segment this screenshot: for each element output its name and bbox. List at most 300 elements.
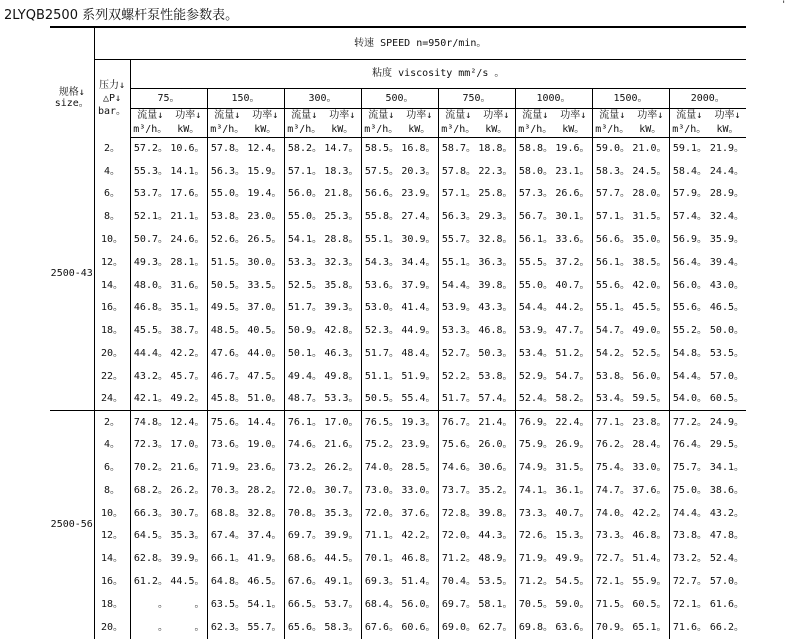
flow-value: 53.8。	[207, 205, 247, 228]
flow-value: 71.2。	[438, 547, 478, 570]
pressure-label: 压力↓	[98, 79, 126, 91]
flow-value: 72.6。	[515, 525, 555, 548]
power-value: 43.3。	[478, 302, 513, 314]
flow-value: 76.5。	[361, 411, 401, 434]
flow-value: 74.4。	[669, 502, 709, 525]
flow-value: 55.1。	[592, 297, 632, 320]
flow-value: 52.6。	[207, 228, 247, 251]
power-value: 51.4。	[632, 553, 667, 565]
flow-value: 53.9。	[438, 297, 478, 320]
flow-value: 72.0。	[361, 502, 401, 525]
flow-value: 57.7。	[592, 183, 632, 206]
pressure-cell: 14。	[94, 274, 130, 297]
power-value: 38.5。	[632, 256, 667, 268]
power-value: 39.9。	[324, 530, 359, 542]
power-value: 24.4。	[709, 165, 744, 177]
viscosity-value: 1000。	[515, 88, 592, 108]
power-value: 38.6。	[709, 484, 744, 496]
table-row	[50, 274, 746, 297]
power-value: 39.8。	[478, 507, 513, 519]
flow-unit: m³/h。	[592, 122, 632, 137]
flow-value: 58.7。	[438, 137, 478, 160]
power-value: 29.5。	[709, 439, 744, 451]
power-value: 53.8。	[478, 370, 513, 382]
flow-value: 54.2。	[592, 342, 632, 365]
flow-value: 51.5。	[207, 251, 247, 274]
power-unit: kW。	[247, 122, 284, 137]
power-value: 31.6。	[170, 279, 205, 291]
flow-value: 53.0。	[361, 297, 401, 320]
viscosity-value: 750。	[438, 88, 515, 108]
pressure-cell: 18。	[94, 319, 130, 342]
flow-value: 52.5。	[284, 274, 324, 297]
flow-value: 74.8。	[130, 411, 170, 434]
power-value: 43.0。	[709, 279, 744, 291]
power-value: 49.2。	[170, 393, 205, 405]
power-unit: kW。	[632, 122, 669, 137]
flow-value: 64.8。	[207, 570, 247, 593]
power-value: 56.0。	[632, 370, 667, 382]
flow-value: 76.2。	[592, 433, 632, 456]
pressure-header	[94, 59, 130, 137]
power-value: 。	[194, 621, 205, 633]
power-value: 30.7。	[324, 484, 359, 496]
power-unit: kW。	[324, 122, 361, 137]
flow-value: 58.5。	[361, 137, 401, 160]
pressure-cell: 2。	[94, 411, 130, 434]
flow-value: 43.2。	[133, 370, 168, 382]
flow-unit: m³/h。	[669, 122, 709, 137]
size-cell: 2500-56	[50, 411, 94, 639]
pressure-cell: 20。	[94, 616, 130, 639]
power-value: 21.6。	[170, 462, 205, 474]
power-value: 17.0。	[324, 411, 361, 434]
flow-value: 。	[158, 621, 168, 633]
flow-value: 68.8。	[207, 502, 247, 525]
table-row	[50, 525, 746, 548]
flow-value: 55.1。	[438, 251, 478, 274]
flow-value: 72.0。	[438, 525, 478, 548]
flow-value: 75.6。	[207, 411, 247, 434]
viscosity-value: 1500。	[592, 88, 669, 108]
viscosity-value: 150。	[207, 88, 284, 108]
flow-value: 70.4。	[438, 570, 478, 593]
power-value: 44.9。	[401, 325, 436, 337]
flow-value: 55.6。	[669, 297, 709, 320]
flow-value: 59.0。	[592, 137, 632, 160]
power-value: 32.3。	[324, 256, 359, 268]
table-row	[50, 365, 746, 388]
power-value: 39.4。	[709, 256, 744, 268]
flow-value: 75.9。	[515, 433, 555, 456]
flow-value: 53.9。	[515, 319, 555, 342]
flow-value: 53.8。	[592, 365, 632, 388]
flow-value: 62.3。	[207, 616, 247, 639]
flow-value: 51.7。	[284, 297, 324, 320]
power-value: 60.5。	[632, 598, 667, 610]
power-value: 28.4。	[632, 439, 667, 451]
power-value: 35.8。	[324, 279, 359, 291]
power-value: 63.6。	[555, 621, 590, 633]
power-value: 41.9。	[247, 553, 282, 565]
flow-value: 45.8。	[207, 388, 247, 411]
flow-value: 57.8。	[438, 160, 478, 183]
pressure-cell: 8。	[94, 479, 130, 502]
table-row	[50, 502, 746, 525]
flow-value: 74.7。	[592, 479, 632, 502]
pressure-cell: 24。	[94, 388, 130, 411]
power-value: 34.4。	[401, 256, 436, 268]
flow-value: 75.0。	[669, 479, 709, 502]
power-value: 45.7。	[170, 370, 205, 382]
flow-unit: m³/h。	[207, 122, 247, 137]
power-value: 35.9。	[709, 234, 744, 246]
power-value: 35.1。	[170, 302, 205, 314]
power-value: 53.5。	[709, 348, 744, 360]
flow-value: 48.0。	[133, 279, 168, 291]
flow-value: 55.6。	[592, 274, 632, 297]
power-value: 49.8。	[324, 370, 359, 382]
power-value: 28.9。	[709, 188, 744, 200]
speed-header: 转速 SPEED n=950r/min。	[94, 27, 746, 59]
power-value: 37.2。	[555, 256, 590, 268]
flow-value: 52.3。	[361, 319, 401, 342]
table-row	[50, 183, 746, 206]
power-value: 48.9。	[478, 553, 513, 565]
power-value: 23.8。	[632, 411, 669, 434]
power-value: 58.1。	[478, 598, 513, 610]
power-value: 28.2。	[247, 484, 282, 496]
flow-value: 76.7。	[438, 411, 478, 434]
flow-value: 67.4。	[207, 525, 247, 548]
power-value: 26.0。	[478, 439, 513, 451]
power-value: 26.5。	[247, 234, 282, 246]
power-value: 57.0。	[709, 576, 744, 588]
flow-value: 71.2。	[515, 570, 555, 593]
power-value: 45.5。	[632, 302, 667, 314]
power-value: 46.8。	[478, 325, 513, 337]
flow-value: 53.6。	[361, 274, 401, 297]
power-value: 29.3。	[478, 211, 513, 223]
flow-value: 51.1。	[361, 365, 401, 388]
flow-label: 流量↓	[137, 109, 164, 121]
flow-value: 53.4。	[592, 388, 632, 411]
flow-value: 55.0。	[515, 274, 555, 297]
flow-value: 57.5。	[361, 160, 401, 183]
power-value: 30.7。	[170, 507, 205, 519]
flow-value: 73.3。	[592, 525, 632, 548]
power-value: 37.6。	[632, 484, 667, 496]
power-value: 42.2。	[401, 530, 436, 542]
flow-value: 76.4。	[669, 433, 709, 456]
flow-value: 46.8。	[133, 302, 168, 314]
flow-value: 70.2。	[133, 462, 168, 474]
power-unit: kW。	[170, 122, 207, 137]
flow-value: 50.5。	[361, 388, 401, 411]
power-value: 33.0。	[632, 462, 667, 474]
table-row	[50, 479, 746, 502]
flow-label: 流量↓	[515, 108, 555, 122]
power-value: 32.8。	[478, 234, 513, 246]
power-value: 47.5。	[247, 370, 282, 382]
power-value: 21.4。	[478, 411, 515, 434]
power-value: 53.3。	[324, 393, 359, 405]
flow-value: 51.7。	[438, 388, 478, 411]
power-value: 57.4。	[478, 393, 513, 405]
power-value: 39.3。	[324, 302, 359, 314]
flow-value: 74.6。	[438, 456, 478, 479]
flow-value: 76.1。	[284, 411, 324, 434]
power-value: 26.2。	[324, 462, 359, 474]
flow-value: 72.7。	[669, 570, 709, 593]
flow-value: 54.4。	[515, 297, 555, 320]
dp-label: △P↓	[102, 92, 122, 104]
power-value: 41.4。	[401, 302, 436, 314]
flow-value: 70.3。	[207, 479, 247, 502]
flow-value: 73.6。	[207, 433, 247, 456]
power-value: 35.0。	[632, 234, 667, 246]
power-value: 25.3。	[324, 211, 359, 223]
flow-value: 52.4。	[515, 388, 555, 411]
power-value: 24.9。	[709, 411, 746, 434]
power-value: 44.3。	[478, 530, 513, 542]
power-value: 21.0。	[632, 143, 667, 155]
corner-mark: '	[781, 0, 787, 10]
power-value: 33.0。	[401, 484, 436, 496]
flow-value: 71.5。	[592, 593, 632, 616]
power-value: 40.7。	[555, 507, 590, 519]
power-value: 51.4。	[401, 576, 436, 588]
flow-value: 52.1。	[133, 211, 168, 223]
flow-value: 49.5。	[207, 297, 247, 320]
power-value: 22.4。	[555, 411, 592, 434]
power-label: 功率↓	[175, 109, 202, 121]
flow-value: 57.3。	[515, 183, 555, 206]
flow-value: 71.9。	[515, 547, 555, 570]
power-value: 14.1。	[170, 165, 205, 177]
power-value: 51.2。	[555, 348, 590, 360]
table-row	[50, 456, 746, 479]
power-value: 16.8。	[401, 143, 436, 155]
power-label: 功率↓	[483, 109, 510, 121]
flow-value: 50.9。	[284, 319, 324, 342]
power-value: 19.4。	[247, 188, 282, 200]
power-value: 30.9。	[401, 234, 436, 246]
flow-value: 50.5。	[207, 274, 247, 297]
flow-value: 64.5。	[133, 530, 168, 542]
power-value: 42.2。	[632, 507, 667, 519]
power-value: 46.3。	[324, 348, 359, 360]
power-unit: kW。	[401, 122, 438, 137]
flow-value: 68.6。	[284, 547, 324, 570]
flow-value: 58.3。	[592, 160, 632, 183]
flow-value: 58.4。	[669, 160, 709, 183]
power-value: 38.7。	[170, 325, 205, 337]
flow-value: 68.2。	[133, 484, 168, 496]
flow-value: 53.3。	[438, 319, 478, 342]
power-value: 36.3。	[478, 256, 513, 268]
power-value: 14.4。	[247, 411, 284, 434]
power-value: 35.3。	[170, 530, 205, 542]
flow-value: 70.5。	[515, 593, 555, 616]
flow-value: 47.6。	[207, 342, 247, 365]
viscosity-value: 300。	[284, 88, 361, 108]
power-value: 30.0。	[247, 256, 282, 268]
power-value: 26.9。	[555, 439, 590, 451]
flow-value: 57.1。	[438, 183, 478, 206]
pressure-cell: 18。	[94, 593, 130, 616]
flow-value: 48.7。	[284, 388, 324, 411]
flow-value: 53.3。	[284, 251, 324, 274]
viscosity-value: 2000。	[669, 88, 746, 108]
flow-value: 76.9。	[515, 411, 555, 434]
flow-value: 55.0。	[207, 183, 247, 206]
flow-value: 74.0。	[361, 456, 401, 479]
flow-value: 75.6。	[438, 433, 478, 456]
power-value: 19.3。	[401, 411, 438, 434]
flow-value: 56.3。	[207, 160, 247, 183]
power-value: 50.0。	[709, 325, 744, 337]
pressure-cell: 6。	[94, 183, 130, 206]
flow-value: 73.7。	[438, 479, 478, 502]
flow-value: 57.1。	[592, 205, 632, 228]
flow-value: 73.8。	[669, 525, 709, 548]
flow-value: 67.6。	[361, 616, 401, 639]
flow-value: 71.9。	[207, 456, 247, 479]
table-row	[50, 342, 746, 365]
flow-value: 66.5。	[284, 593, 324, 616]
power-label: 功率↓	[637, 109, 664, 121]
table-row	[50, 570, 746, 593]
flow-value: 66.1。	[207, 547, 247, 570]
flow-value: 56.0。	[669, 274, 709, 297]
pressure-cell: 4。	[94, 160, 130, 183]
power-value: 。	[194, 598, 205, 610]
flow-value: 56.4。	[669, 251, 709, 274]
flow-value: 69.7。	[284, 525, 324, 548]
power-value: 57.0。	[709, 370, 744, 382]
table-row	[50, 228, 746, 251]
power-value: 28.1。	[170, 256, 205, 268]
document-title: 2LYQB2500 系列双螺杆泵性能参数表。	[4, 8, 239, 23]
pressure-cell: 10。	[94, 228, 130, 251]
power-value: 42.2。	[170, 348, 205, 360]
power-value: 21.9。	[709, 143, 744, 155]
power-value: 33.5。	[247, 279, 282, 291]
flow-value: 70.8。	[284, 502, 324, 525]
flow-label: 流量↓	[284, 108, 324, 122]
table-row	[50, 388, 746, 411]
flow-value: 55.2。	[669, 319, 709, 342]
viscosity-value: 75。	[130, 88, 207, 108]
power-value: 55.7。	[247, 621, 282, 633]
power-value: 28.5。	[401, 462, 436, 474]
power-value: 18.3。	[324, 165, 359, 177]
pressure-cell: 4。	[94, 433, 130, 456]
viscosity-value: 500。	[361, 88, 438, 108]
power-value: 59.0。	[555, 598, 590, 610]
flow-value: 49.3。	[133, 256, 168, 268]
power-value: 14.7。	[324, 143, 359, 155]
power-value: 52.4。	[709, 553, 744, 565]
power-value: 23.9。	[401, 188, 436, 200]
power-value: 55.4。	[401, 393, 436, 405]
power-value: 40.7。	[555, 279, 590, 291]
table-row	[50, 251, 746, 274]
header-blank	[50, 27, 94, 59]
flow-value: 57.9。	[669, 183, 709, 206]
flow-value: 70.1。	[361, 547, 401, 570]
power-value: 15.9。	[247, 165, 282, 177]
flow-value: 54.4。	[669, 365, 709, 388]
power-value: 46.8。	[401, 553, 436, 565]
flow-label: 流量↓	[669, 108, 709, 122]
flow-value: 69.0。	[438, 616, 478, 639]
flow-value: 56.7。	[515, 205, 555, 228]
size-cell: 2500-43	[50, 137, 94, 411]
power-value: 39.9。	[170, 553, 205, 565]
flow-value: 50.7。	[133, 234, 168, 246]
flow-value: 77.2。	[669, 411, 709, 434]
power-value: 46.8。	[632, 530, 667, 542]
power-value: 52.5。	[632, 348, 667, 360]
flow-value: 55.7。	[438, 228, 478, 251]
power-value: 49.0。	[632, 325, 667, 337]
power-label: 功率↓	[560, 109, 587, 121]
flow-unit: m³/h。	[361, 122, 401, 137]
pressure-cell: 8。	[94, 205, 130, 228]
pressure-cell: 12。	[94, 525, 130, 548]
power-value: 51.0。	[247, 393, 282, 405]
flow-value: 53.7。	[133, 188, 168, 200]
flow-value: 68.4。	[361, 593, 401, 616]
power-value: 60.6。	[401, 621, 436, 633]
power-value: 46.5。	[247, 576, 282, 588]
pressure-cell: 16。	[94, 297, 130, 320]
power-value: 42.0。	[632, 279, 667, 291]
flow-value: 72.7。	[592, 547, 632, 570]
flow-value: 74.0。	[592, 502, 632, 525]
flow-value: 。	[158, 598, 168, 610]
power-value: 37.4。	[247, 530, 282, 542]
flow-value: 50.1。	[284, 342, 324, 365]
flow-value: 61.2。	[133, 576, 168, 588]
pressure-cell: 12。	[94, 251, 130, 274]
power-value: 10.6。	[170, 143, 205, 155]
power-value: 17.0。	[170, 439, 205, 451]
power-value: 19.6。	[555, 143, 590, 155]
power-value: 53.7。	[324, 598, 359, 610]
pressure-cell: 22。	[94, 365, 130, 388]
flow-value: 75.4。	[592, 456, 632, 479]
flow-value: 54.3。	[361, 251, 401, 274]
power-value: 47.7。	[555, 325, 590, 337]
power-value: 31.5。	[632, 211, 667, 223]
power-value: 44.0。	[247, 348, 282, 360]
flow-value: 58.8。	[515, 137, 555, 160]
power-unit: kW。	[709, 122, 746, 137]
flow-value: 65.6。	[284, 616, 324, 639]
flow-value: 54.1。	[284, 228, 324, 251]
power-value: 37.0。	[247, 302, 282, 314]
power-value: 28.0。	[632, 188, 667, 200]
power-value: 33.6。	[555, 234, 590, 246]
flow-label: 流量↓	[438, 108, 478, 122]
power-label: 功率↓	[329, 109, 356, 121]
flow-value: 71.1。	[361, 525, 401, 548]
power-value: 31.5。	[555, 462, 590, 474]
flow-value: 56.1。	[515, 228, 555, 251]
